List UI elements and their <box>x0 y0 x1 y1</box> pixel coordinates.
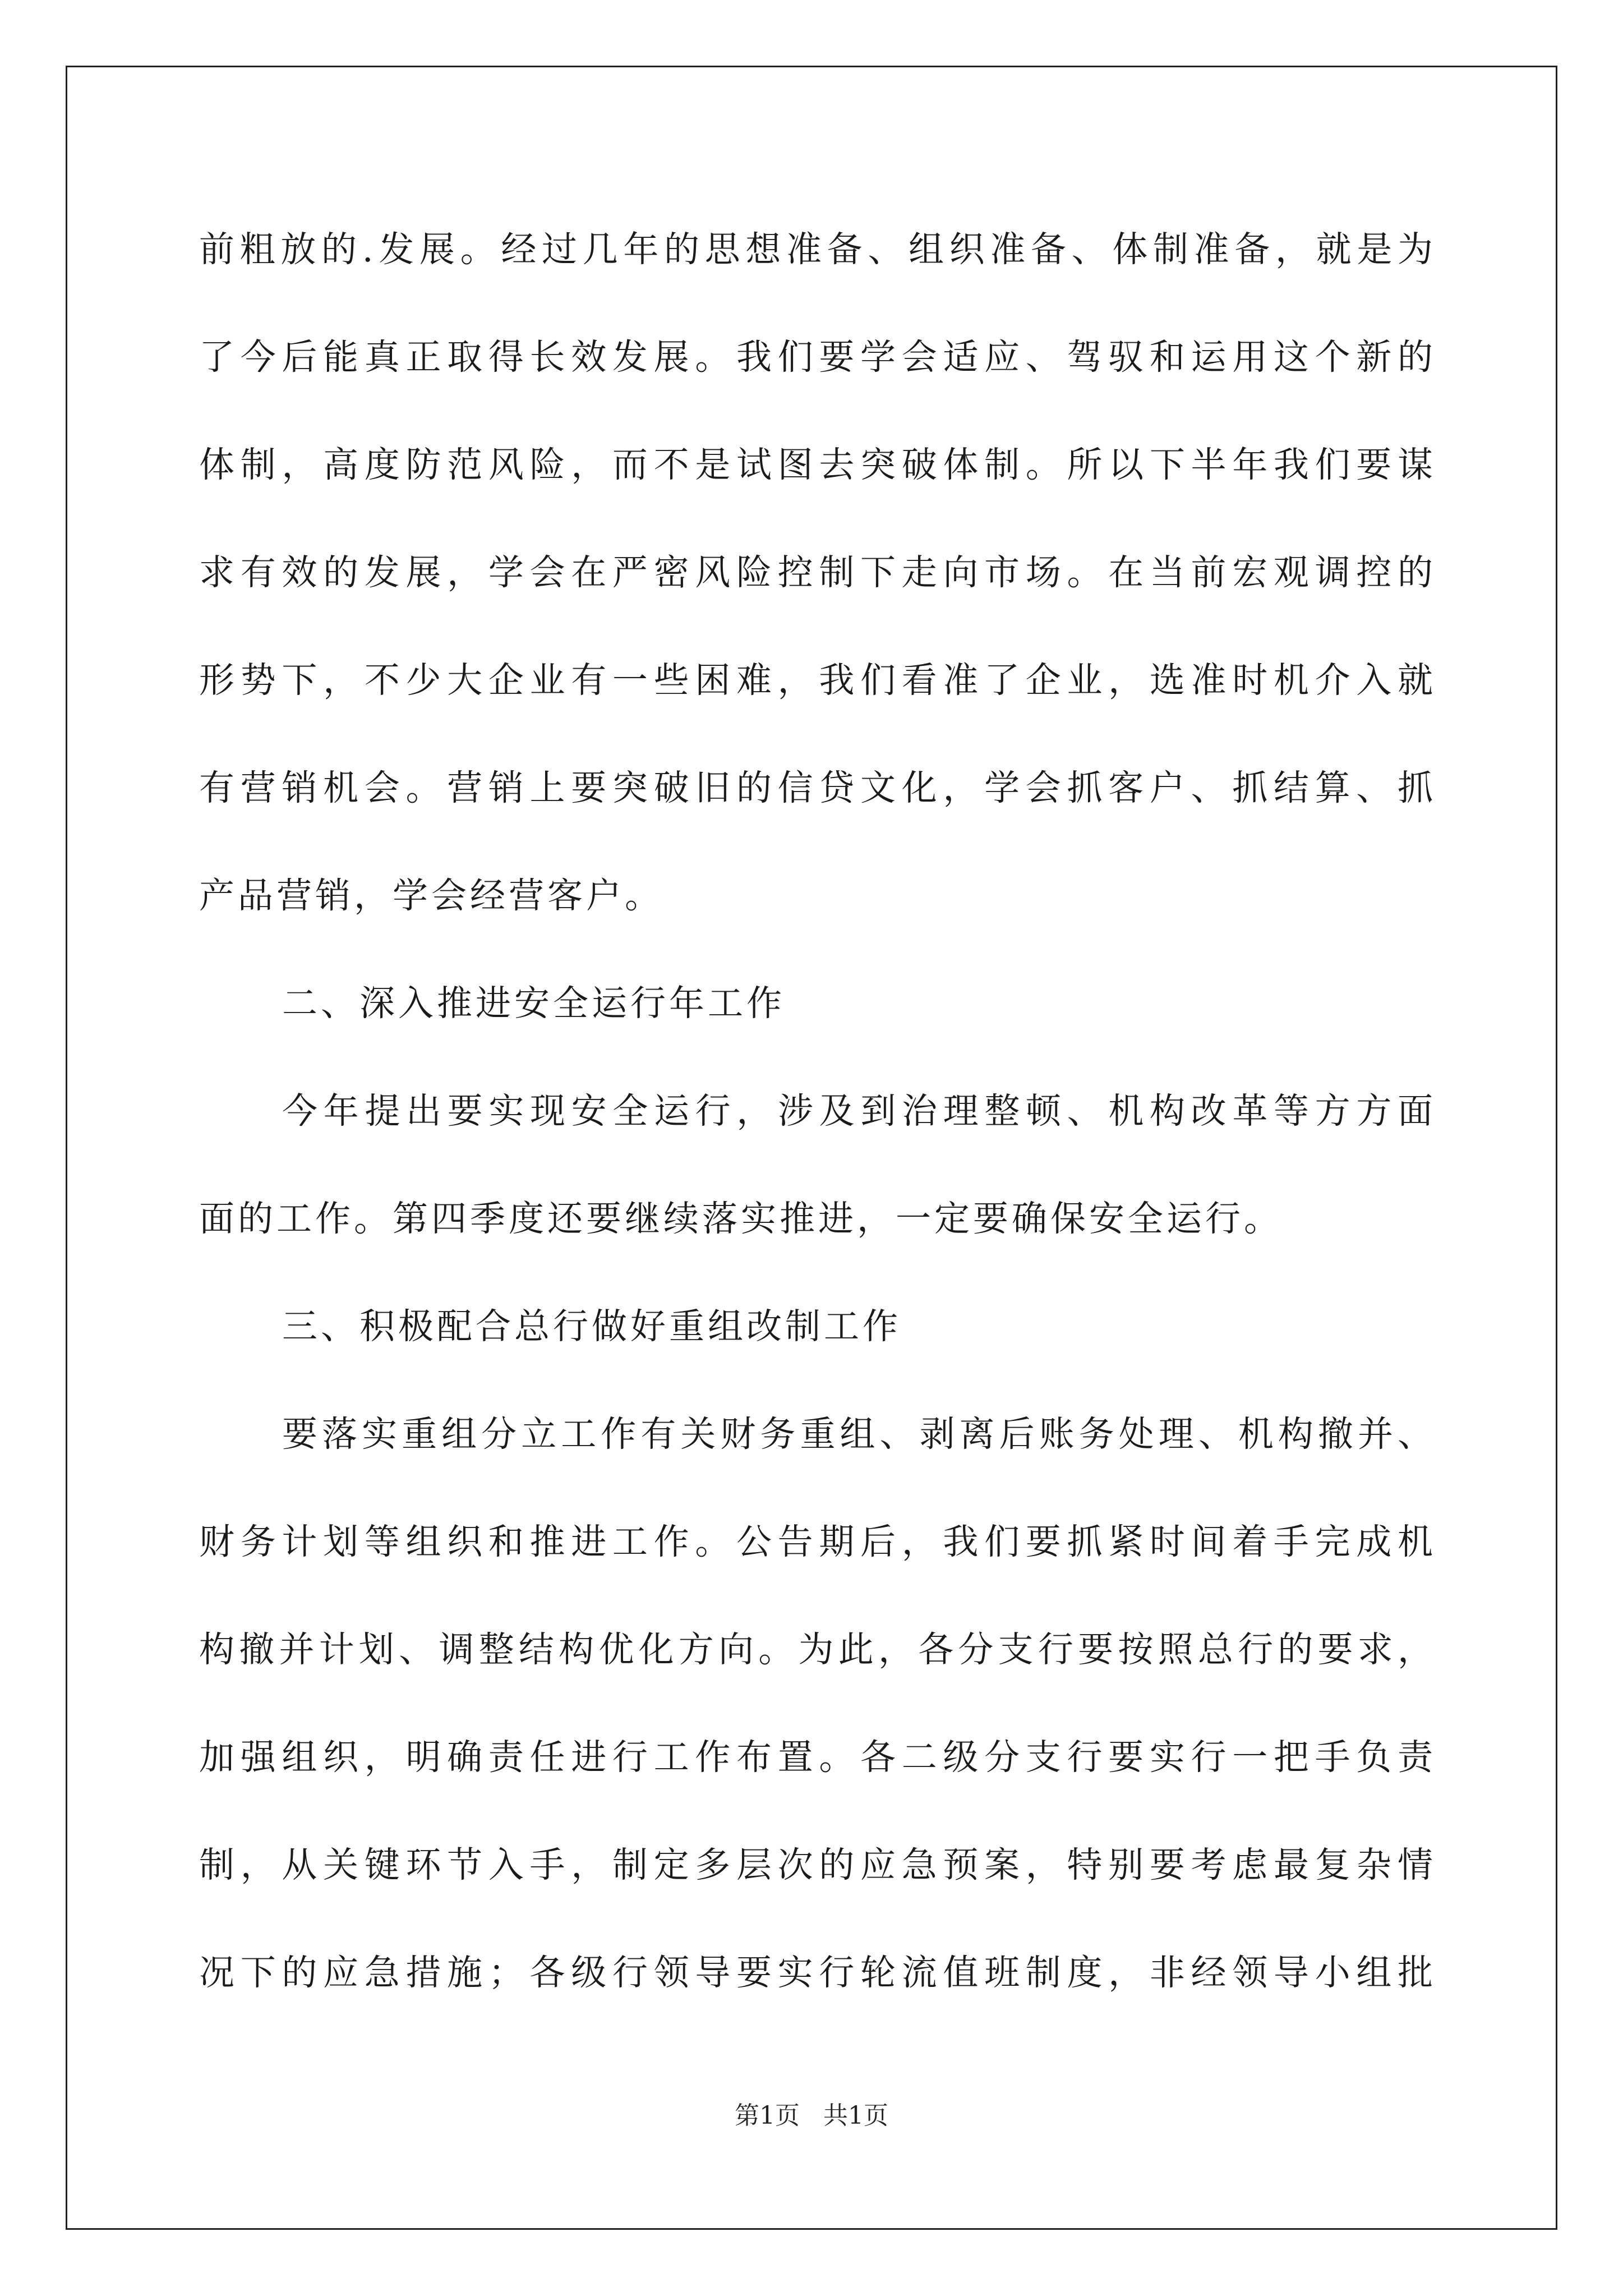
section-heading: 二、深入推进安全运行年工作 <box>282 983 785 1024</box>
page-number: 第1页 共1页 <box>735 2101 888 2130</box>
paragraph-line: 产品营销，学会经营客户。 <box>199 875 663 916</box>
paragraph-line: 了今后能真正取得长效发展。我们要学会适应、驾驭和运用这个新的 <box>199 337 1433 378</box>
paragraph-line: 形势下，不少大企业有一些困难，我们看准了企业，选准时机介入就 <box>199 660 1433 701</box>
paragraph-line: 有营销机会。营销上要突破旧的信贷文化，学会抓客户、抓结算、抓 <box>199 767 1433 808</box>
document-body <box>199 222 1433 2053</box>
paragraph-line: 体制，高度防范风险，而不是试图去突破体制。所以下半年我们要谋 <box>199 444 1433 485</box>
section-heading: 三、积极配合总行做好重组改制工作 <box>282 1306 901 1347</box>
paragraph-line: 今年提出要实现安全运行，涉及到治理整顿、机构改革等方方面 <box>282 1091 1433 1131</box>
paragraph-line: 况下的应急措施；各级行领导要实行轮流值班制度，非经领导小组批 <box>199 1952 1433 1993</box>
paragraph-line: 求有效的发展，学会在严密风险控制下走向市场。在当前宏观调控的 <box>199 552 1433 593</box>
paragraph-line: 制，从关键环节入手，制定多层次的应急预案，特别要考虑最复杂情 <box>199 1844 1433 1885</box>
paragraph-line: 面的工作。第四季度还要继续落实推进，一定要确保安全运行。 <box>199 1198 1283 1239</box>
paragraph-line: 构撤并计划、调整结构优化方向。为此，各分支行要按照总行的要求， <box>199 1629 1433 1670</box>
paragraph-line: 前粗放的.发展。经过几年的思想准备、组织准备、体制准备，就是为 <box>199 229 1433 270</box>
paragraph-line: 加强组织，明确责任进行工作布置。各二级分支行要实行一把手负责 <box>199 1737 1433 1778</box>
paragraph-line: 财务计划等组织和推进工作。公告期后，我们要抓紧时间着手完成机 <box>199 1521 1433 1562</box>
paragraph-line: 要落实重组分立工作有关财务重组、剥离后账务处理、机构撤并、 <box>282 1414 1433 1455</box>
